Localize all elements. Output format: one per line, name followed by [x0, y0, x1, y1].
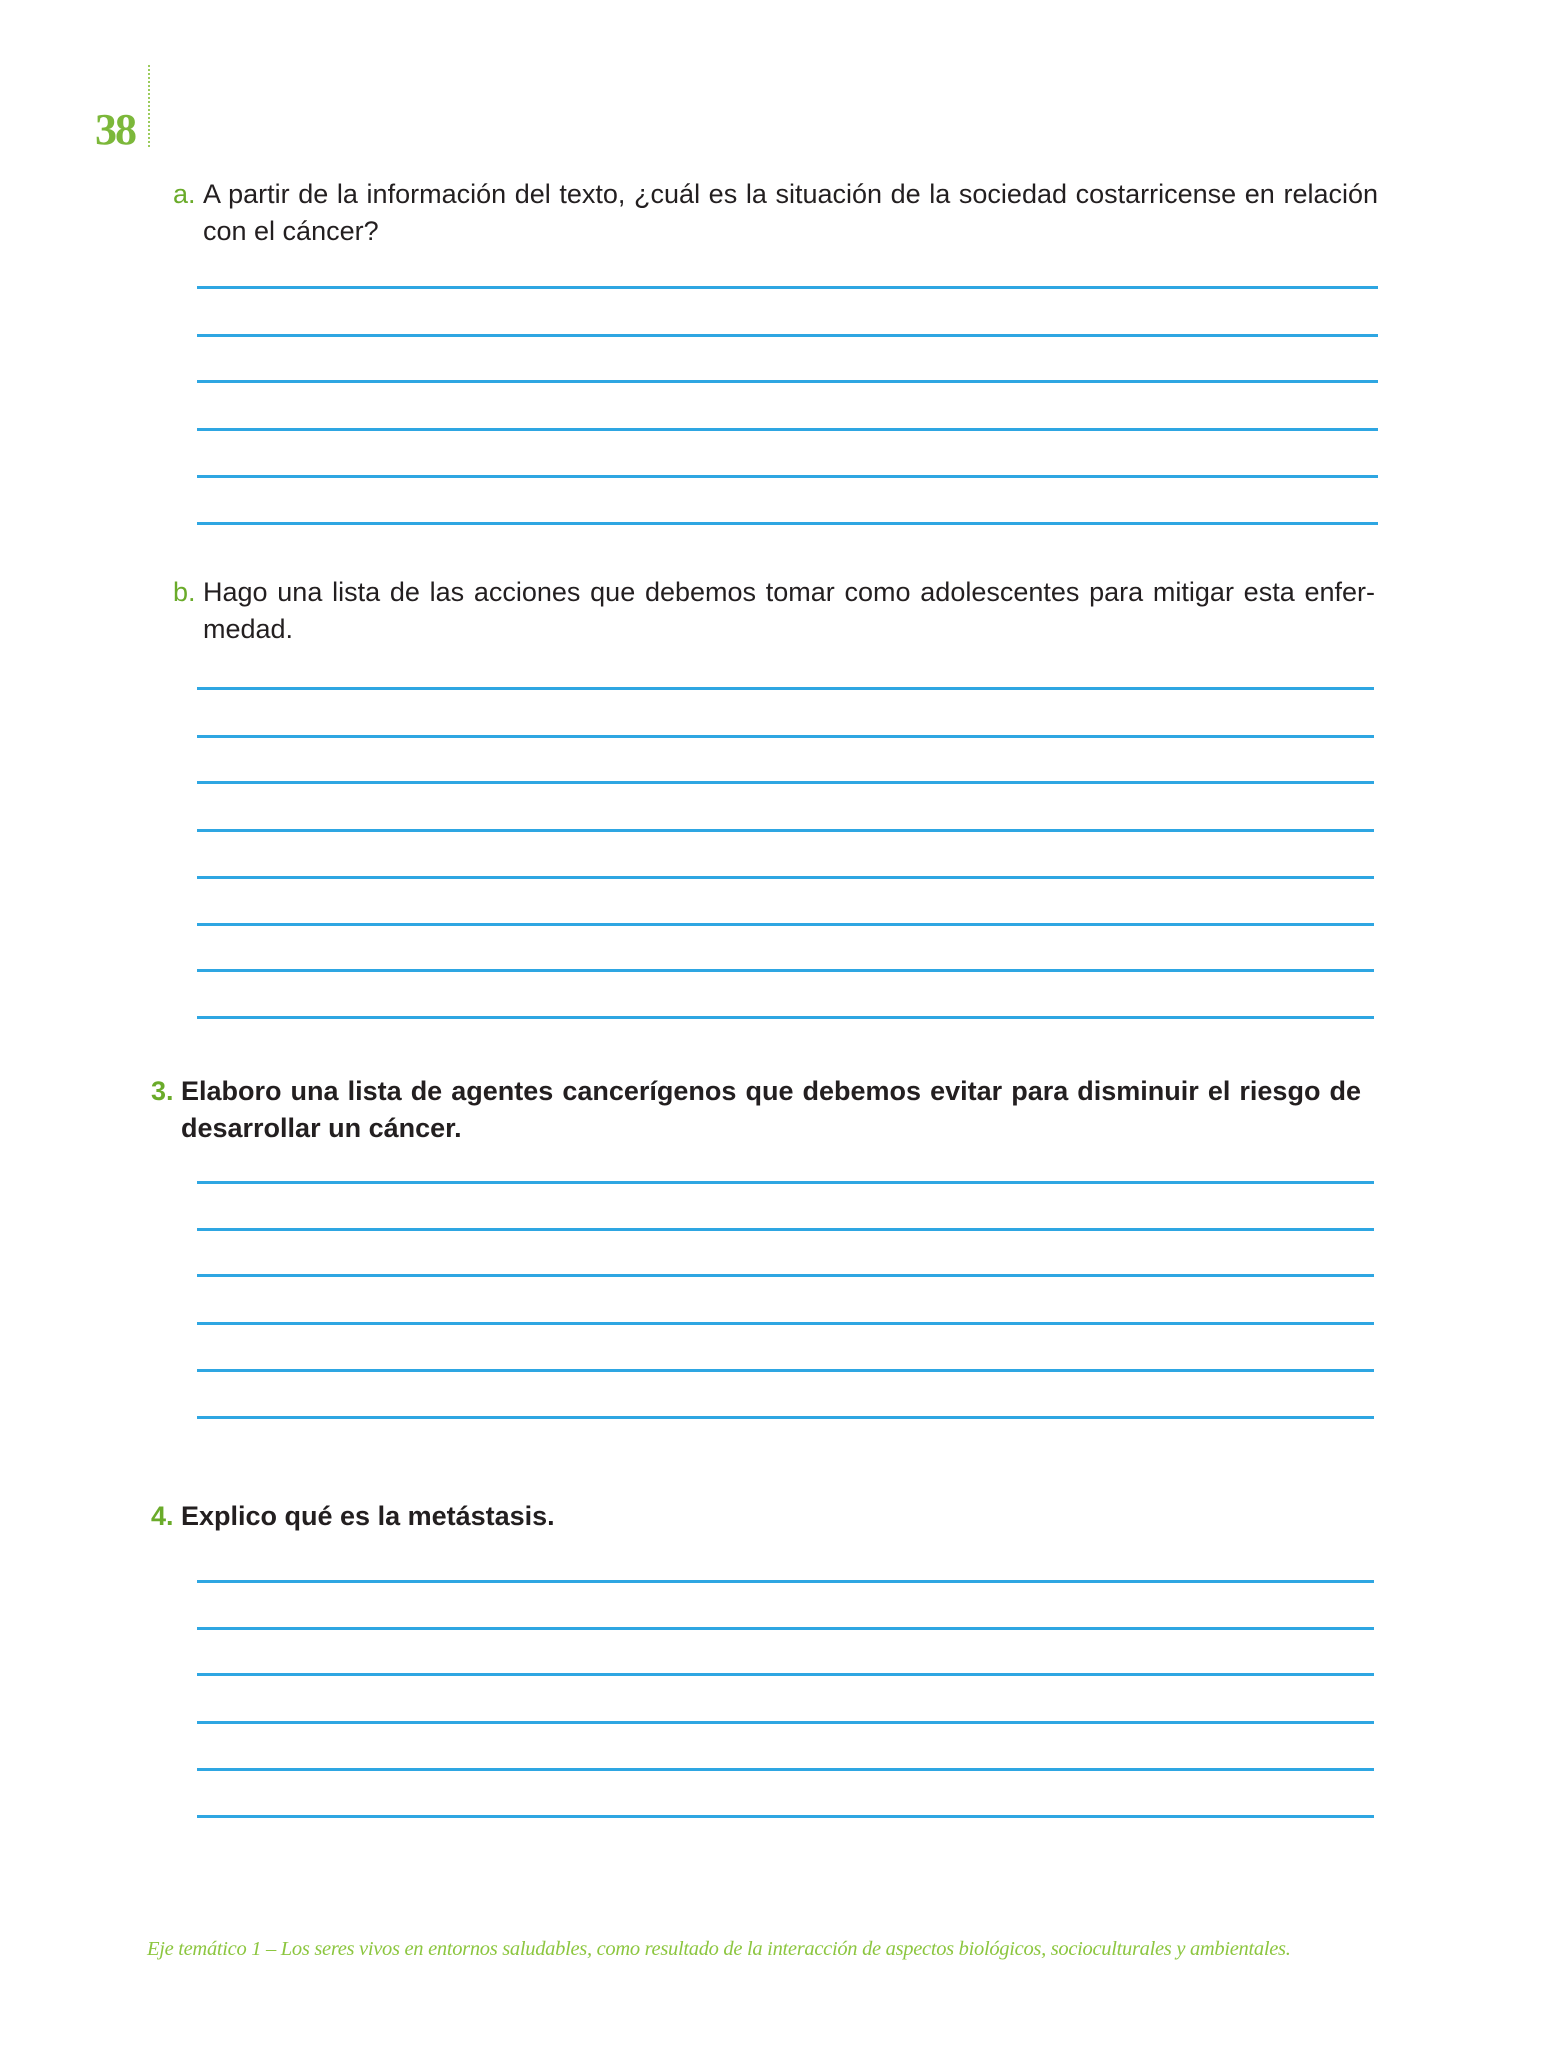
question-4: [151, 1498, 555, 1535]
question-b: [173, 574, 1375, 648]
answer-line[interactable]: [197, 1768, 1374, 1771]
answer-line[interactable]: [197, 1228, 1374, 1231]
answer-line[interactable]: [197, 687, 1374, 690]
question-a: [173, 176, 1378, 250]
answer-line[interactable]: [197, 1627, 1374, 1630]
answer-line[interactable]: [197, 923, 1374, 926]
answer-line[interactable]: [197, 1016, 1374, 1019]
answer-line[interactable]: [197, 1274, 1374, 1277]
question-label: b.: [173, 577, 196, 607]
answer-line[interactable]: [197, 286, 1378, 289]
answer-line[interactable]: [197, 735, 1374, 738]
question-text: A partir de la información del texto, ¿cuál es la situación de la sociedad costarricense en relación: [203, 179, 1378, 209]
page-footer: Eje temático 1 – Los seres vivos en entornos saludables, como resultado de la interacción de aspectos biológicos, socioculturales y ambientales.: [147, 1938, 1291, 1960]
question-text: con el cáncer?: [203, 216, 379, 246]
answer-line[interactable]: [197, 969, 1374, 972]
question-text: Explico qué es la metástasis.: [181, 1501, 555, 1531]
answer-line[interactable]: [197, 829, 1374, 832]
answer-line[interactable]: [197, 475, 1378, 478]
answer-line[interactable]: [197, 1721, 1374, 1724]
question-text: Hago una lista de las acciones que debemos tomar como adolescentes para mitigar esta enfer-: [203, 577, 1375, 607]
question-3: [151, 1073, 1361, 1147]
answer-line[interactable]: [197, 1322, 1374, 1325]
question-text: desarrollar un cáncer.: [181, 1113, 462, 1143]
question-text: medad.: [203, 614, 294, 644]
question-label: 4.: [151, 1501, 174, 1531]
answer-line[interactable]: [197, 781, 1374, 784]
answer-line[interactable]: [197, 380, 1378, 383]
answer-line[interactable]: [197, 522, 1378, 525]
answer-line[interactable]: [197, 1369, 1374, 1372]
page-number: 38: [95, 105, 135, 154]
answer-line[interactable]: [197, 876, 1374, 879]
answer-line[interactable]: [197, 1181, 1374, 1184]
answer-line[interactable]: [197, 1673, 1374, 1676]
answer-line[interactable]: [197, 1580, 1374, 1583]
answer-line[interactable]: [197, 1815, 1374, 1818]
question-text: Elaboro una lista de agentes cancerígenos que debemos evitar para disminuir el riesgo de: [181, 1076, 1361, 1106]
question-label: a.: [173, 179, 196, 209]
answer-line[interactable]: [197, 1416, 1374, 1419]
question-label: 3.: [151, 1076, 174, 1106]
page-number-divider: [148, 65, 150, 147]
answer-line[interactable]: [197, 334, 1378, 337]
answer-line[interactable]: [197, 428, 1378, 431]
